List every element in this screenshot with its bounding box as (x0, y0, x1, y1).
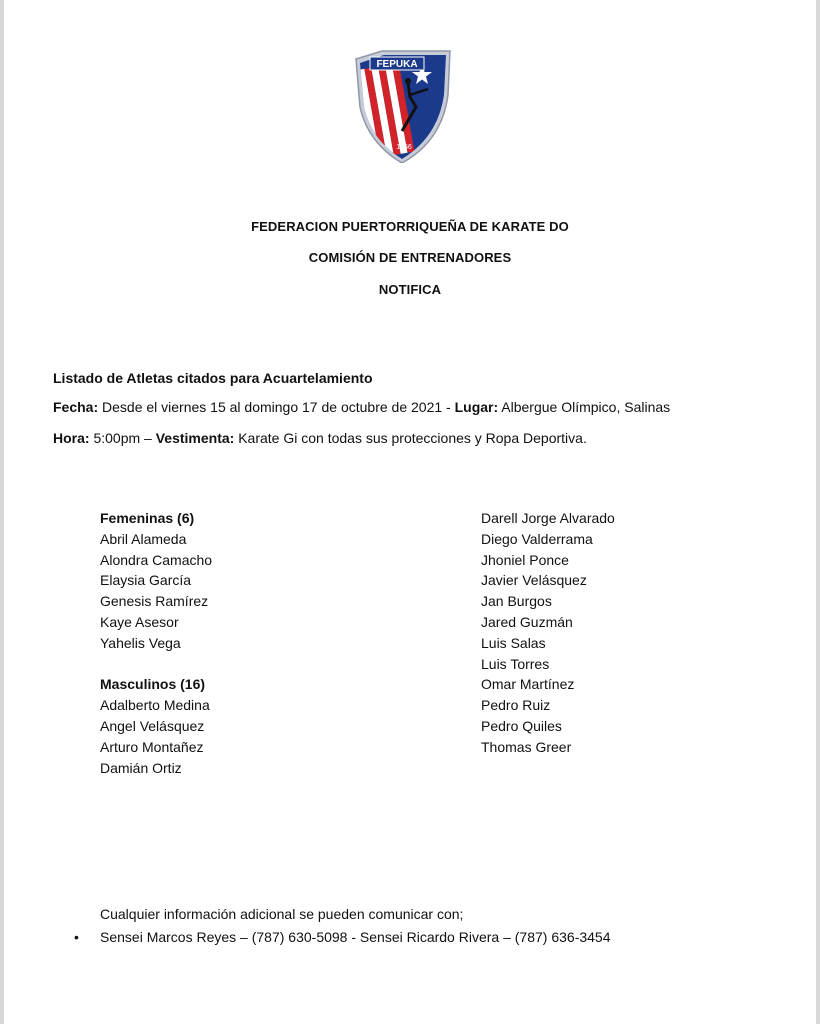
lugar-label: Lugar: (454, 399, 499, 415)
list-item: Javier Velásquez (481, 572, 587, 589)
list-item: Jared Guzmán (481, 613, 573, 630)
list-item: Damián Ortiz (100, 759, 182, 776)
fepuka-logo (350, 45, 454, 163)
contact-line: Sensei Marcos Reyes – (787) 630-5098 - Sensei Ricardo Rivera – (787) 636-3454 (100, 929, 611, 945)
list-item: Adalberto Medina (100, 697, 210, 714)
list-item: Omar Martínez (481, 676, 575, 693)
svg-text:1966: 1966 (396, 144, 412, 151)
lugar-value: Albergue Olímpico, Salinas (501, 399, 671, 415)
contact-list-item (74, 929, 611, 945)
list-item: Yahelis Vega (100, 634, 181, 651)
time-attire-line (53, 430, 587, 446)
list-item: Jhoniel Ponce (481, 551, 569, 568)
list-item: Luis Torres (481, 655, 550, 672)
list-item: Angel Velásquez (100, 717, 205, 734)
vestimenta-value: Karate Gi con todas sus protecciones y Ropa Deportiva. (238, 430, 587, 446)
list-item: Luis Salas (481, 634, 546, 651)
masculinos-heading: Masculinos (16) (100, 676, 206, 693)
list-title: Listado de Atletas citados para Acuartelamiento (53, 370, 373, 386)
hora-label: Hora: (53, 430, 90, 446)
list-item: Genesis Ramírez (100, 593, 209, 610)
notice-title: NOTIFICA (378, 282, 442, 297)
list-item: Pedro Ruiz (481, 697, 551, 714)
athletes-left-column (100, 508, 212, 778)
list-item: Kaye Asesor (100, 613, 179, 630)
fecha-value: Desde el viernes 15 al domingo 17 de octubre de 2021 - (102, 399, 451, 415)
list-item: Diego Valderrama (481, 530, 593, 547)
commission-title: COMISIÓN DE ENTRENADORES (308, 250, 512, 265)
athletes-right-column (481, 508, 615, 758)
list-item: Jan Burgos (481, 593, 552, 610)
contact-intro: Cualquier información adicional se pueden comunicar con; (100, 906, 464, 922)
fecha-label: Fecha: (53, 399, 99, 415)
org-title: FEDERACION PUERTORRIQUEÑA DE KARATE DO (251, 219, 569, 234)
list-item: Elaysia García (100, 572, 192, 589)
spacer (100, 654, 212, 675)
list-item: Darell Jorge Alvarado (481, 510, 615, 526)
femeninas-heading: Femeninas (6) (100, 510, 195, 526)
vestimenta-label: Vestimenta: (155, 430, 235, 446)
svg-text:FEPUKA: FEPUKA (376, 59, 418, 70)
list-item: Arturo Montañez (100, 738, 204, 755)
date-place-line (53, 399, 670, 415)
list-item: Alondra Camacho (100, 551, 213, 568)
bullet-icon: • (74, 929, 79, 945)
hora-value: 5:00pm – (93, 430, 152, 446)
list-item: Thomas Greer (481, 738, 572, 755)
list-item: Pedro Quiles (481, 717, 562, 734)
list-item: Abril Alameda (100, 530, 187, 547)
